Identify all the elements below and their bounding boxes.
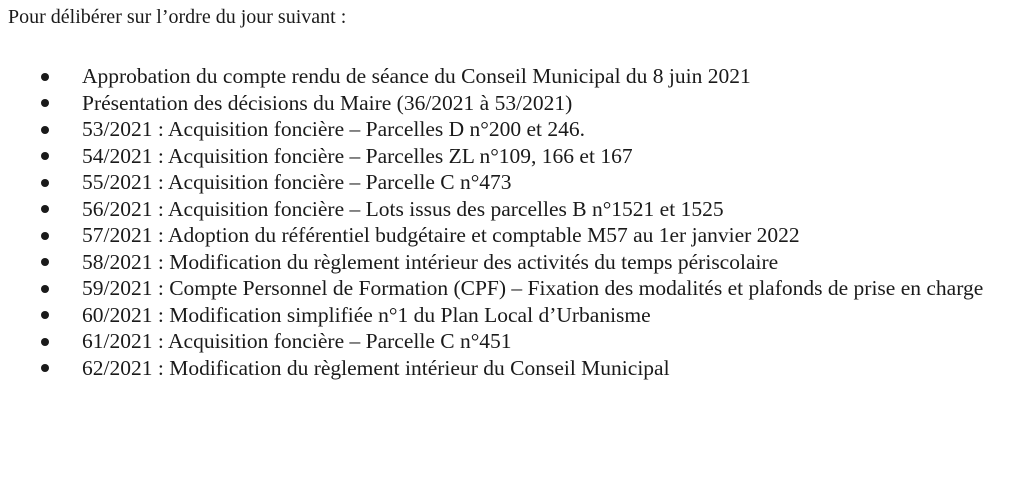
agenda-item <box>0 355 1024 382</box>
bullet-icon <box>41 126 49 134</box>
bullet-icon <box>41 99 49 107</box>
agenda-item <box>0 169 1024 196</box>
agenda-item <box>0 222 1024 249</box>
agenda-item-text: 55/2021 : Acquisition foncière – Parcelle C n°473 <box>82 170 512 194</box>
agenda-item-text: 60/2021 : Modification simplifiée n°1 du Plan Local d’Urbanisme <box>82 302 651 327</box>
agenda-item-text: 54/2021 : Acquisition foncière – Parcelles ZL n°109, 166 et 167 <box>82 143 633 168</box>
bullet-icon <box>41 73 49 81</box>
bullet-icon <box>41 205 49 213</box>
agenda-list <box>0 63 1024 381</box>
agenda-item <box>0 63 1024 90</box>
bullet-icon <box>41 285 49 293</box>
agenda-item-text: 61/2021 : Acquisition foncière – Parcelle C n°451 <box>82 329 512 353</box>
agenda-item-text: 58/2021 : Modification du règlement intérieur des activités du temps périscolaire <box>82 249 779 274</box>
intro-text: Pour délibérer sur l’ordre du jour suivant : <box>8 6 347 28</box>
agenda-item-text: 59/2021 : Compte Personnel de Formation (CPF) – Fixation des modalités et plafonds de prise en charge <box>82 276 984 300</box>
agenda-item <box>0 275 1024 302</box>
agenda-item <box>0 116 1024 143</box>
bullet-icon <box>41 179 49 187</box>
agenda-item <box>0 196 1024 223</box>
bullet-icon <box>41 152 49 160</box>
agenda-item-text: 62/2021 : Modification du règlement intérieur du Conseil Municipal <box>82 355 670 380</box>
agenda-item <box>0 143 1024 170</box>
agenda-item-text: Présentation des décisions du Maire (36/2021 à 53/2021) <box>82 90 573 115</box>
agenda-item <box>0 302 1024 329</box>
agenda-item <box>0 90 1024 117</box>
bullet-icon <box>41 364 49 372</box>
agenda-item-text: 56/2021 : Acquisition foncière – Lots issus des parcelles B n°1521 et 1525 <box>82 196 724 221</box>
agenda-item-text: 57/2021 : Adoption du référentiel budgétaire et comptable M57 au 1er janvier 2022 <box>82 223 800 247</box>
agenda-item <box>0 328 1024 355</box>
bullet-icon <box>41 311 49 319</box>
agenda-item-text: 53/2021 : Acquisition foncière – Parcelles D n°200 et 246. <box>82 117 586 141</box>
bullet-icon <box>41 232 49 240</box>
agenda-item <box>0 249 1024 276</box>
bullet-icon <box>41 258 49 266</box>
agenda-item-text: Approbation du compte rendu de séance du Conseil Municipal du 8 juin 2021 <box>82 64 751 88</box>
bullet-icon <box>41 338 49 346</box>
